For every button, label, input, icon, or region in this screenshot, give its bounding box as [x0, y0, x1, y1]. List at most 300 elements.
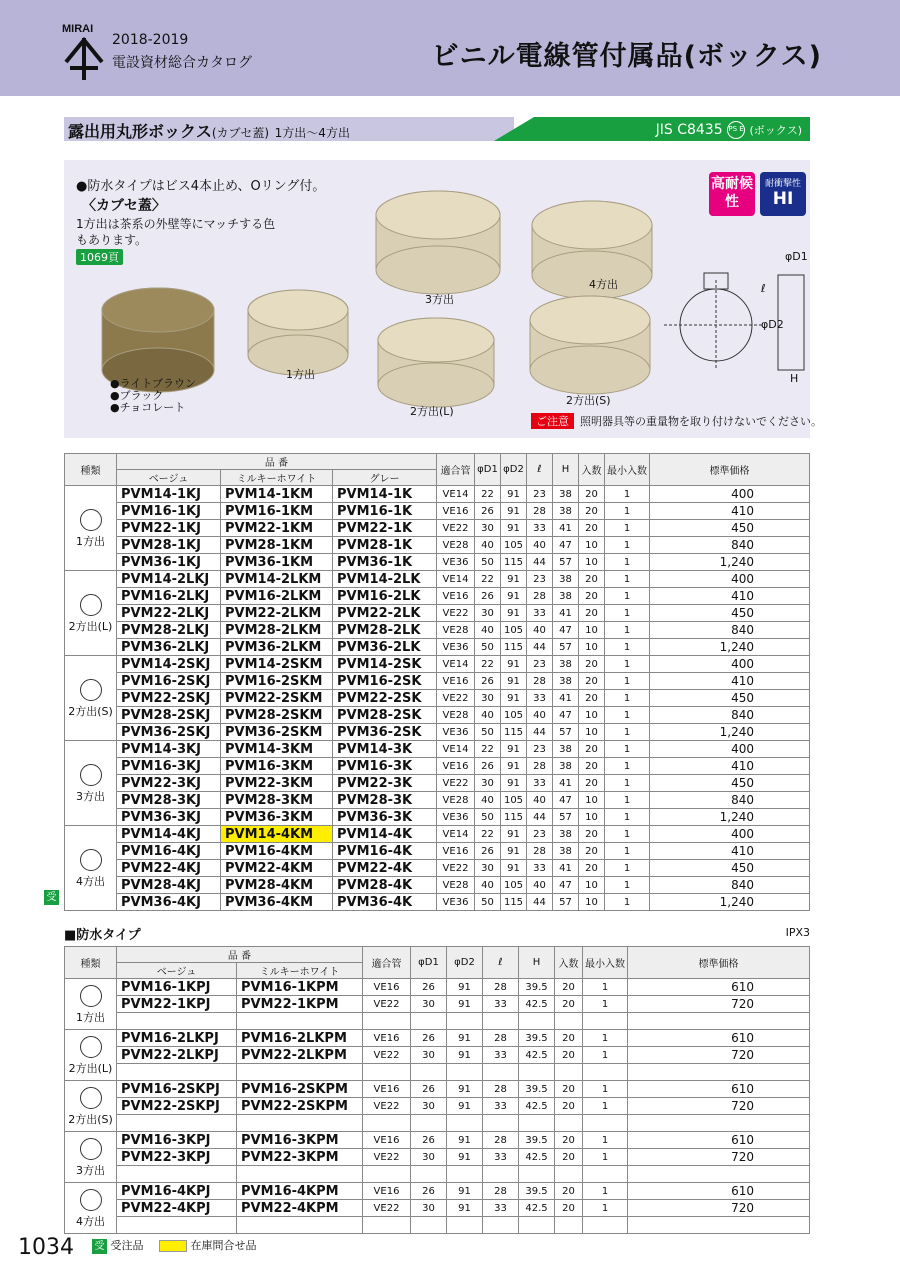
spec-value: VE14 — [437, 486, 475, 503]
spec-value: 20 — [579, 860, 605, 877]
spec-value: VE22 — [437, 860, 475, 877]
spec-value: 30 — [475, 520, 501, 537]
box-shape-icon — [80, 1036, 102, 1058]
table-row — [65, 503, 810, 520]
spec-value: 1 — [605, 758, 650, 775]
spec-value: 1 — [605, 860, 650, 877]
spec-value: 26 — [411, 1132, 447, 1149]
spec-value: 10 — [579, 724, 605, 741]
table-row — [65, 809, 810, 826]
spec-value: 23 — [527, 486, 553, 503]
spec-value: 105 — [501, 622, 527, 639]
table-row — [65, 1013, 810, 1030]
empty-cell — [363, 1115, 411, 1132]
box-shape-icon — [80, 1189, 102, 1211]
spec-value: VE22 — [363, 1047, 411, 1064]
part-number: PVM22-4KM — [221, 860, 333, 877]
part-number: PVM22-2LKPJ — [117, 1047, 237, 1064]
spec-value: 44 — [527, 639, 553, 656]
color-list: ●ライトブラウン ●ブラック ●チョコレート — [110, 377, 196, 414]
spec-value: 33 — [527, 775, 553, 792]
spec-value: 1 — [605, 894, 650, 911]
box-shape-icon — [80, 1087, 102, 1109]
part-number: PVM28-4KJ — [117, 877, 221, 894]
spec-value: VE22 — [437, 775, 475, 792]
spec-value: 20 — [555, 1183, 583, 1200]
spec-value: 28 — [527, 673, 553, 690]
table-row — [65, 1217, 810, 1234]
part-number: PVM28-4K — [333, 877, 437, 894]
spec-value: 22 — [475, 826, 501, 843]
table-row — [65, 486, 810, 503]
spec-value: 38 — [553, 826, 579, 843]
empty-cell — [363, 1166, 411, 1183]
dim-d2: φD2 — [761, 318, 784, 331]
spec-value: 1 — [605, 656, 650, 673]
spec-value: 10 — [579, 792, 605, 809]
part-number: PVM16-1K — [333, 503, 437, 520]
spec-value: 10 — [579, 877, 605, 894]
spec-value: 28 — [483, 979, 519, 996]
spec-value: 26 — [411, 1030, 447, 1047]
part-number: PVM14-1K — [333, 486, 437, 503]
spec-value: 20 — [579, 843, 605, 860]
spec-value: 33 — [483, 1200, 519, 1217]
spec-value: 30 — [475, 690, 501, 707]
part-number: PVM14-2SKJ — [117, 656, 221, 673]
spec-value: VE36 — [437, 724, 475, 741]
part-number: PVM22-1K — [333, 520, 437, 537]
price: 400 — [650, 741, 810, 758]
spec-value: 40 — [527, 622, 553, 639]
spec-value: 10 — [579, 622, 605, 639]
part-number: PVM14-2SK — [333, 656, 437, 673]
spec-value: 91 — [501, 503, 527, 520]
spec-value: 20 — [579, 503, 605, 520]
price: 1,240 — [650, 894, 810, 911]
stock-inquiry-swatch — [159, 1240, 187, 1252]
spec-value: 44 — [527, 809, 553, 826]
type-cell: 1方出 — [65, 979, 117, 1030]
section-bar — [64, 117, 810, 141]
part-number: PVM22-2SKM — [221, 690, 333, 707]
part-number: PVM36-2LK — [333, 639, 437, 656]
spec-value: 42.5 — [519, 996, 555, 1013]
part-number: PVM16-1KJ — [117, 503, 221, 520]
empty-cell — [447, 1217, 483, 1234]
spec-value: 28 — [527, 588, 553, 605]
spec-value: VE28 — [437, 792, 475, 809]
part-number: PVM36-2SKM — [221, 724, 333, 741]
spec-value: 47 — [553, 537, 579, 554]
spec-value: 1 — [605, 520, 650, 537]
legend: 受 受注品 在庫問合せ品 — [92, 1237, 257, 1254]
catalog-year: 2018-2019 — [112, 32, 189, 48]
table-row — [65, 690, 810, 707]
price: 610 — [628, 1081, 810, 1098]
spec-value: 28 — [527, 758, 553, 775]
table-row — [65, 724, 810, 741]
part-number: PVM28-3KM — [221, 792, 333, 809]
spec-value: VE16 — [363, 1030, 411, 1047]
part-number: PVM16-2SKPJ — [117, 1081, 237, 1098]
spec-value: 115 — [501, 554, 527, 571]
empty-cell — [447, 1064, 483, 1081]
table-row — [65, 843, 810, 860]
part-number: PVM14-4KJ — [117, 826, 221, 843]
spec-value: 44 — [527, 894, 553, 911]
part-number: PVM22-3KPM — [237, 1149, 363, 1166]
part-number: PVM36-2LKM — [221, 639, 333, 656]
empty-cell — [447, 1013, 483, 1030]
table-row — [65, 792, 810, 809]
spec-value: 42.5 — [519, 1098, 555, 1115]
table-row — [65, 1081, 810, 1098]
caption-2way-l: 2方出(L) — [410, 405, 454, 418]
part-number: PVM28-1K — [333, 537, 437, 554]
spec-value: 20 — [579, 758, 605, 775]
spec-value: VE28 — [437, 707, 475, 724]
spec-value: 40 — [527, 792, 553, 809]
part-number: PVM28-2LKJ — [117, 622, 221, 639]
part-number: PVM36-3KM — [221, 809, 333, 826]
spec-value: 10 — [579, 894, 605, 911]
spec-value: 38 — [553, 758, 579, 775]
part-number: PVM16-4KJ — [117, 843, 221, 860]
spec-value: 20 — [555, 1200, 583, 1217]
spec-value: VE16 — [363, 1183, 411, 1200]
section-title: 露出用丸形ボックス(カブセ蓋) 1方出〜4方出 — [68, 122, 350, 141]
spec-value: 20 — [555, 1149, 583, 1166]
empty-cell — [519, 1115, 555, 1132]
spec-value: 41 — [553, 775, 579, 792]
spec-value: 1 — [583, 1047, 628, 1064]
spec-value: 105 — [501, 792, 527, 809]
spec-value: 26 — [475, 503, 501, 520]
svg-text:MIRAI: MIRAI — [62, 23, 94, 35]
part-number: PVM36-4KJ — [117, 894, 221, 911]
table-row — [65, 741, 810, 758]
spec-value: 38 — [553, 503, 579, 520]
spec-value: 91 — [447, 1047, 483, 1064]
part-number: PVM22-2LKM — [221, 605, 333, 622]
spec-value: VE36 — [437, 554, 475, 571]
part-number: PVM16-3KPM — [237, 1132, 363, 1149]
table-row — [65, 860, 810, 877]
empty-cell — [519, 1064, 555, 1081]
spec-value: 10 — [579, 554, 605, 571]
part-number: PVM14-3KJ — [117, 741, 221, 758]
part-number: PVM36-4K — [333, 894, 437, 911]
spec-value: 39.5 — [519, 979, 555, 996]
spec-value: 38 — [553, 843, 579, 860]
part-number: PVM16-3KM — [221, 758, 333, 775]
empty-cell — [237, 1166, 363, 1183]
price: 450 — [650, 860, 810, 877]
price: 400 — [650, 656, 810, 673]
spec-value: 42.5 — [519, 1149, 555, 1166]
empty-cell — [237, 1115, 363, 1132]
table-row — [65, 1166, 810, 1183]
spec-value: 28 — [483, 1183, 519, 1200]
part-number: PVM22-2LKJ — [117, 605, 221, 622]
spec-value: 39.5 — [519, 1132, 555, 1149]
spec-value: 30 — [411, 1098, 447, 1115]
price: 610 — [628, 1030, 810, 1047]
part-number: PVM16-1KM — [221, 503, 333, 520]
spec-value: 1 — [605, 690, 650, 707]
spec-value: 91 — [447, 1132, 483, 1149]
caption-2way-s: 2方出(S) — [566, 394, 611, 407]
price: 450 — [650, 520, 810, 537]
price: 450 — [650, 690, 810, 707]
part-number: PVM22-1KPM — [237, 996, 363, 1013]
spec-value: 91 — [501, 605, 527, 622]
spec-value: 41 — [553, 605, 579, 622]
spec-value: VE22 — [437, 690, 475, 707]
part-number: PVM14-3KM — [221, 741, 333, 758]
spec-value: 33 — [483, 1047, 519, 1064]
part-number: PVM28-3K — [333, 792, 437, 809]
part-number: PVM16-4KPJ — [117, 1183, 237, 1200]
empty-cell — [583, 1064, 628, 1081]
part-number: PVM16-2LKPJ — [117, 1030, 237, 1047]
spec-value: 20 — [579, 826, 605, 843]
spec-value: 33 — [527, 690, 553, 707]
empty-cell — [483, 1064, 519, 1081]
part-number: PVM22-4KPM — [237, 1200, 363, 1217]
spec-value: 40 — [475, 537, 501, 554]
empty-cell — [411, 1013, 447, 1030]
empty-cell — [363, 1217, 411, 1234]
spec-value: 91 — [501, 690, 527, 707]
part-number: PVM22-4K — [333, 860, 437, 877]
spec-value: 47 — [553, 877, 579, 894]
spec-value: 38 — [553, 571, 579, 588]
empty-cell — [237, 1013, 363, 1030]
spec-value: 20 — [579, 690, 605, 707]
spec-value: 91 — [501, 860, 527, 877]
spec-value: 30 — [475, 605, 501, 622]
empty-cell — [519, 1217, 555, 1234]
part-number: PVM16-2LK — [333, 588, 437, 605]
part-number: PVM16-1KPM — [237, 979, 363, 996]
impact-resistant-badge: 耐衝撃性 HI — [760, 172, 806, 216]
spec-value: VE22 — [437, 605, 475, 622]
price: 720 — [628, 1098, 810, 1115]
spec-value: 22 — [475, 571, 501, 588]
empty-cell — [519, 1166, 555, 1183]
box-shape-icon — [80, 509, 102, 531]
empty-cell — [555, 1217, 583, 1234]
spec-value: 50 — [475, 809, 501, 826]
price: 720 — [628, 996, 810, 1013]
price: 410 — [650, 758, 810, 775]
part-number: PVM36-2SKJ — [117, 724, 221, 741]
spec-value: 28 — [483, 1132, 519, 1149]
order-item-mark: 受 — [44, 890, 59, 905]
part-number: PVM16-3K — [333, 758, 437, 775]
caption-4way: 4方出 — [589, 278, 618, 291]
part-number: PVM28-3KJ — [117, 792, 221, 809]
spec-value: VE22 — [363, 1149, 411, 1166]
part-number: PVM16-2LKJ — [117, 588, 221, 605]
empty-cell — [555, 1064, 583, 1081]
price: 840 — [650, 877, 810, 894]
empty-cell — [411, 1064, 447, 1081]
table-row — [65, 1030, 810, 1047]
empty-cell — [583, 1217, 628, 1234]
spec-value: 41 — [553, 690, 579, 707]
part-number: PVM16-2LKPM — [237, 1030, 363, 1047]
empty-cell — [628, 1064, 810, 1081]
spec-value: 20 — [579, 571, 605, 588]
empty-cell — [117, 1064, 237, 1081]
spec-value: VE36 — [437, 809, 475, 826]
spec-value: VE28 — [437, 537, 475, 554]
spec-value: 20 — [555, 1098, 583, 1115]
spec-value: VE16 — [363, 1132, 411, 1149]
pse-mark-icon: PS E — [727, 121, 745, 139]
table-row — [65, 1064, 810, 1081]
part-number: PVM14-2SKM — [221, 656, 333, 673]
spec-value: VE22 — [363, 1098, 411, 1115]
spec-value: 20 — [555, 1047, 583, 1064]
part-number: PVM22-2SKPJ — [117, 1098, 237, 1115]
empty-cell — [628, 1166, 810, 1183]
spec-value: 91 — [447, 1030, 483, 1047]
part-number: PVM22-2SKPM — [237, 1098, 363, 1115]
type-cell: 2方出(S) — [65, 656, 117, 741]
spec-value: 47 — [553, 707, 579, 724]
spec-value: VE28 — [437, 622, 475, 639]
price: 400 — [650, 571, 810, 588]
table-row — [65, 1115, 810, 1132]
table-row — [65, 1132, 810, 1149]
spec-value: 10 — [579, 537, 605, 554]
price: 450 — [650, 775, 810, 792]
spec-value: 28 — [483, 1081, 519, 1098]
empty-cell — [483, 1115, 519, 1132]
box-shape-icon — [80, 764, 102, 786]
spec-value: 91 — [501, 826, 527, 843]
box-shape-icon — [80, 679, 102, 701]
spec-value: 1 — [605, 622, 650, 639]
caption-3way: 3方出 — [425, 293, 454, 306]
spec-value: 30 — [411, 996, 447, 1013]
price: 400 — [650, 486, 810, 503]
spec-value: 38 — [553, 741, 579, 758]
table-row — [65, 979, 810, 996]
spec-value: 91 — [447, 996, 483, 1013]
spec-value: 20 — [555, 1081, 583, 1098]
part-number: PVM36-2LKJ — [117, 639, 221, 656]
part-number: PVM36-4KM — [221, 894, 333, 911]
price: 720 — [628, 1047, 810, 1064]
spec-value: 41 — [553, 860, 579, 877]
spec-value: 1 — [583, 1098, 628, 1115]
empty-cell — [237, 1064, 363, 1081]
empty-cell — [555, 1166, 583, 1183]
spec-value: VE16 — [363, 979, 411, 996]
spec-value: 1 — [583, 1200, 628, 1217]
spec-value: 42.5 — [519, 1047, 555, 1064]
table-row — [65, 996, 810, 1013]
table-row — [65, 639, 810, 656]
spec-value: 33 — [527, 520, 553, 537]
spec-value: VE36 — [437, 639, 475, 656]
spec-value: 47 — [553, 792, 579, 809]
spec-value: VE14 — [437, 571, 475, 588]
spec-value: VE16 — [437, 503, 475, 520]
table-row — [65, 554, 810, 571]
spec-value: 42.5 — [519, 1200, 555, 1217]
spec-value: 10 — [579, 639, 605, 656]
spec-value: 1 — [605, 486, 650, 503]
empty-cell — [411, 1115, 447, 1132]
page-reference-link[interactable]: 1069頁 — [76, 249, 123, 265]
empty-cell — [447, 1115, 483, 1132]
price: 840 — [650, 792, 810, 809]
empty-cell — [117, 1166, 237, 1183]
part-number: PVM16-2SKJ — [117, 673, 221, 690]
table-row — [65, 894, 810, 911]
empty-cell — [117, 1115, 237, 1132]
jis-label: JIS C8435 PS E (ボックス) — [655, 122, 802, 138]
note-colors: 1方出は茶系の外壁等にマッチする色もあります。 — [76, 217, 276, 247]
spec-value: 40 — [475, 877, 501, 894]
table-row — [65, 537, 810, 554]
spec-value: 1 — [583, 979, 628, 996]
part-number: PVM16-2SKM — [221, 673, 333, 690]
table-row — [65, 605, 810, 622]
part-number: PVM16-2LKM — [221, 588, 333, 605]
spec-value: 91 — [501, 588, 527, 605]
spec-value: 1 — [605, 503, 650, 520]
spec-value: VE22 — [363, 996, 411, 1013]
type-cell: 1方出 — [65, 486, 117, 571]
empty-cell — [583, 1166, 628, 1183]
part-number: PVM14-3K — [333, 741, 437, 758]
spec-value: 57 — [553, 554, 579, 571]
price: 400 — [650, 826, 810, 843]
spec-value: 33 — [483, 996, 519, 1013]
spec-value: 91 — [501, 741, 527, 758]
part-number: PVM22-3K — [333, 775, 437, 792]
empty-cell — [628, 1217, 810, 1234]
spec-value: 22 — [475, 656, 501, 673]
empty-cell — [628, 1013, 810, 1030]
price: 610 — [628, 1132, 810, 1149]
part-number: PVM22-2SK — [333, 690, 437, 707]
spec-value: 39.5 — [519, 1183, 555, 1200]
price: 720 — [628, 1200, 810, 1217]
spec-value: 91 — [501, 775, 527, 792]
spec-value: 57 — [553, 894, 579, 911]
caution-text: 照明器具等の重量物を取り付けないでください。 — [580, 415, 822, 428]
catalog-name: 電設資材総合カタログ — [112, 55, 252, 71]
table-row — [65, 622, 810, 639]
spec-value: 1 — [605, 673, 650, 690]
type-cell: 4方出 — [65, 1183, 117, 1234]
part-number: PVM16-4KM — [221, 843, 333, 860]
spec-value: 57 — [553, 639, 579, 656]
spec-value: 26 — [411, 979, 447, 996]
part-number: PVM28-1KM — [221, 537, 333, 554]
spec-value: 1 — [583, 1081, 628, 1098]
spec-value: 91 — [447, 1200, 483, 1217]
spec-value: 1 — [605, 843, 650, 860]
